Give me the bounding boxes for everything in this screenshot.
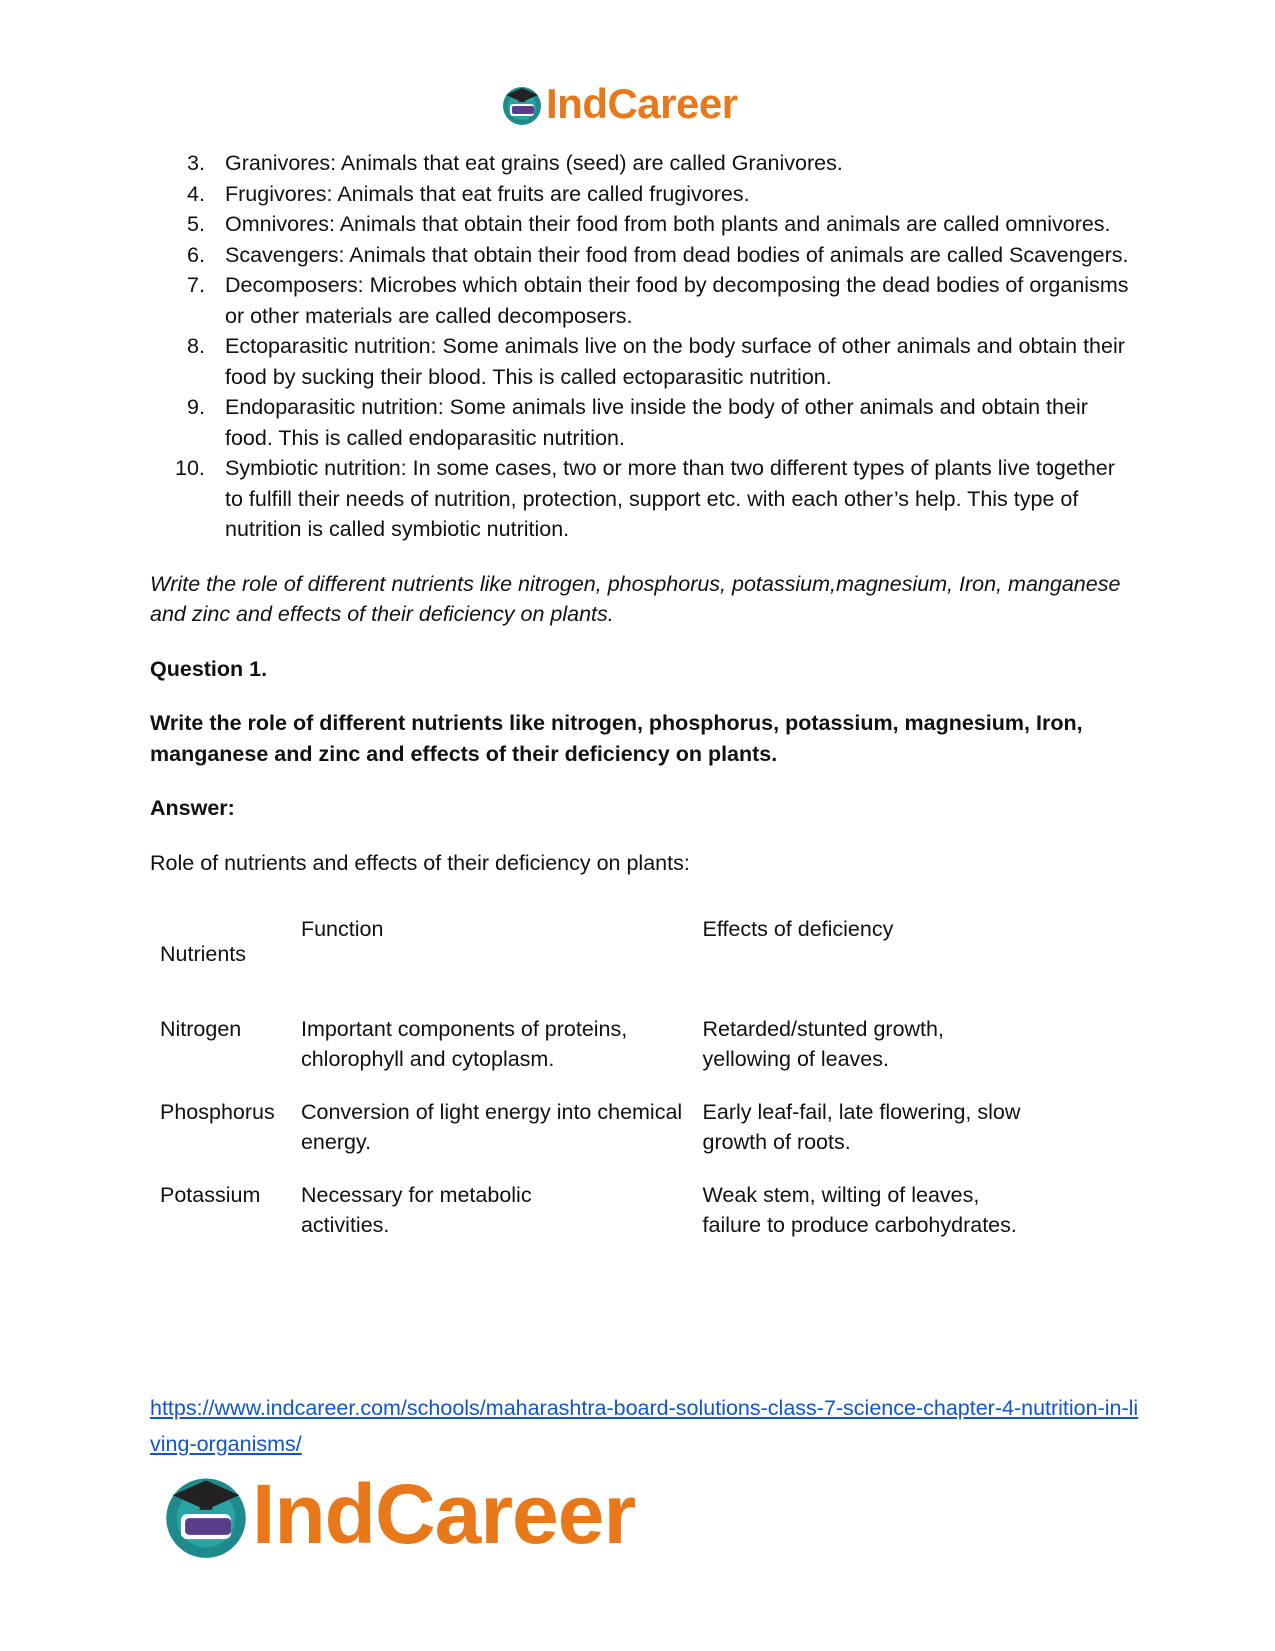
section-heading: Write the role of different nutrients like nitrogen, phosphorus, potassium,magnesium, Iron, manganese and zinc and effects of their deficiency on plants. (150, 571, 1121, 626)
graduation-book-icon (160, 1468, 252, 1560)
list-item: 3. Granivores: Animals that eat grains (seed) are called Granivores. (187, 151, 843, 175)
list-item: 5. Omnivores: Animals that obtain their food from both plants and animals are called omnivores. (187, 212, 1111, 236)
list-item: 10. Symbiotic nutrition: In some cases, two or more than two different types of plants live together to fulfill their needs of nutrition, protection, support etc. with each other’s help. This type of nutrition is called symbiotic nutrition. (175, 456, 1115, 541)
nutrients-table (150, 900, 1130, 1241)
list-item: 4. Frugivores: Animals that eat fruits are called frugivores. (187, 181, 750, 206)
graduation-book-icon (500, 82, 544, 126)
question-label: Question 1. (150, 656, 268, 681)
header-nutrients: Nutrients (160, 942, 247, 966)
document-body (150, 148, 1130, 1241)
answer-label: Answer: (150, 796, 235, 820)
question-text: Write the role of different nutrients like nitrogen, phosphorus, potassium, magnesium, Iron, manganese and zinc and effects of their deficiency on plants. (150, 711, 1083, 766)
nutrition-types-list (150, 148, 1130, 545)
source-link[interactable]: https://www.indcareer.com/schools/maharashtra-board-solutions-class-7-science-chapter-4-nutrition-in-living-organisms/ (150, 1396, 1139, 1456)
header-effects: Effects of deficiency (702, 917, 894, 941)
footer-logo (160, 1468, 635, 1560)
table-row: Phosphorus Conversion of light energy into chemical energy. Early leaf-fail, late flowering, slow growth of roots. (160, 1099, 1021, 1154)
header-logo (500, 78, 738, 130)
header-function: Function (300, 917, 384, 941)
list-item: 7. Decomposers: Microbes which obtain their food by decomposing the dead bodies of organisms or other materials are called decomposers. (187, 273, 1129, 328)
list-item: 8. Ectoparasitic nutrition: Some animals live on the body surface of other animals and obtain their food by sucking their blood. This is called ectoparasitic nutrition. (187, 334, 1125, 389)
logo-text: IndCareer (546, 80, 738, 127)
list-item: 6. Scavengers: Animals that obtain their food from dead bodies of animals are called Scavengers. (187, 242, 1129, 267)
table-header-row (150, 900, 1130, 970)
list-item: 9. Endoparasitic nutrition: Some animals live inside the body of other animals and obtain their food. This is called endoparasitic nutrition. (187, 395, 1088, 450)
table-row: Nitrogen Important components of proteins, chlorophyll and cytoplasm. Retarded/stunted growth, yellowing of leaves. (160, 1016, 944, 1071)
table-row: Potassium Necessary for metabolic activities. Weak stem, wilting of leaves, failure to produce carbohydrates. (160, 1182, 1017, 1237)
answer-intro: Role of nutrients and effects of their deficiency on plants: (150, 850, 690, 875)
logo-text: IndCareer (252, 1466, 636, 1561)
